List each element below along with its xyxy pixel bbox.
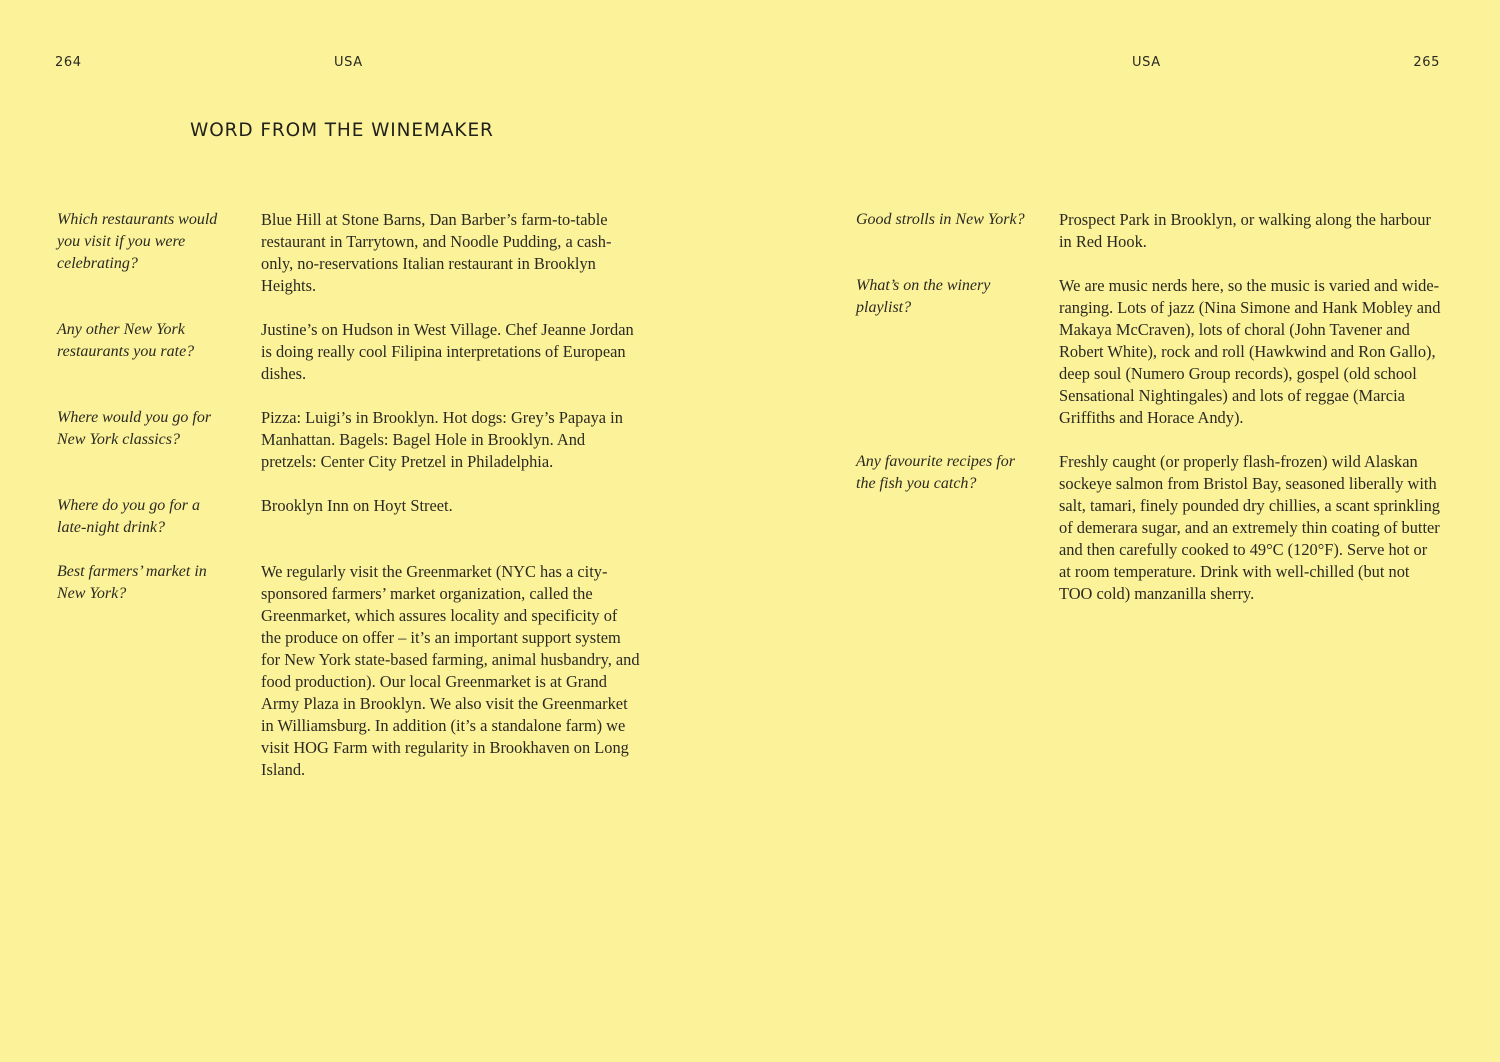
question: Where do you go for a late-night drink?	[57, 497, 200, 536]
page-number-right: 265	[1413, 55, 1440, 70]
page-number-left: 264	[55, 55, 82, 70]
answer: We are music nerds here, so the music is varied and wide-ranging. Lots of jazz (Nina Simone and Hank Mobley and Makaya McCraven), lots of choral (John Tavener and Robert White), rock and roll (Hawkwind and Ron Gallo), deep soul (Numero Group records), gospel (old school Sensational Nightingales) and lots of reggae (Marcia Griffiths and Horace Andy).	[1059, 276, 1441, 427]
question: Where would you go for New York classics?	[57, 409, 212, 448]
answer: Prospect Park in Brooklyn, or walking along the harbour in Red Hook.	[1059, 210, 1431, 251]
question: Best farmers’ market in New York?	[57, 563, 207, 602]
answer: We regularly visit the Greenmarket (NYC has a city-sponsored farmers’ market organization, called the Greenmarket, which assures locality and specificity of the produce on offer – it’s an important support system for New York state-based farming, animal husbandry, and food production). Our local Greenmarket is at Grand Army Plaza in Brooklyn. We also visit the Greenmarket in Williamsburg. In addition (it’s a standalone farm) we visit HOG Farm with regularity in Brookhaven on Long Island.	[261, 562, 640, 779]
section-title: WORD FROM THE WINEMAKER	[190, 120, 494, 141]
question: Which restaurants would you visit if you were celebrating?	[57, 211, 218, 272]
question: What’s on the winery playlist?	[856, 277, 991, 316]
question: Any other New York restaurants you rate?	[57, 321, 195, 360]
answer: Brooklyn Inn on Hoyt Street.	[261, 496, 453, 515]
question: Good strolls in New York?	[856, 211, 1025, 228]
answer: Freshly caught (or properly flash-frozen) wild Alaskan sockeye salmon from Bristol Bay, seasoned liberally with salt, tamari, finely pounded dry chillies, a scant sprinkling of demerara sugar, and an extremely thin coating of butter and then carefully cooked to 49°C (120°F). Serve hot or at room temperature. Drink with well-chilled (but not TOO cold) manzanilla sherry.	[1059, 452, 1440, 603]
answer: Pizza: Luigi’s in Brooklyn. Hot dogs: Grey’s Papaya in Manhattan. Bagels: Bagel Hole in Brooklyn. And pretzels: Center City Pretzel in Philadelphia.	[261, 408, 623, 471]
answer: Justine’s on Hudson in West Village. Chef Jeanne Jordan is doing really cool Filipina interpretations of European dishes.	[261, 320, 634, 383]
answer: Blue Hill at Stone Barns, Dan Barber’s farm-to-table restaurant in Tarrytown, and Noodle Pudding, a cash-only, no-reservations Italian restaurant in Brooklyn Heights.	[261, 210, 612, 295]
running-head-right: USA	[1132, 55, 1161, 70]
question: Any favourite recipes for the fish you catch?	[856, 453, 1015, 492]
running-head-left: USA	[334, 55, 363, 70]
